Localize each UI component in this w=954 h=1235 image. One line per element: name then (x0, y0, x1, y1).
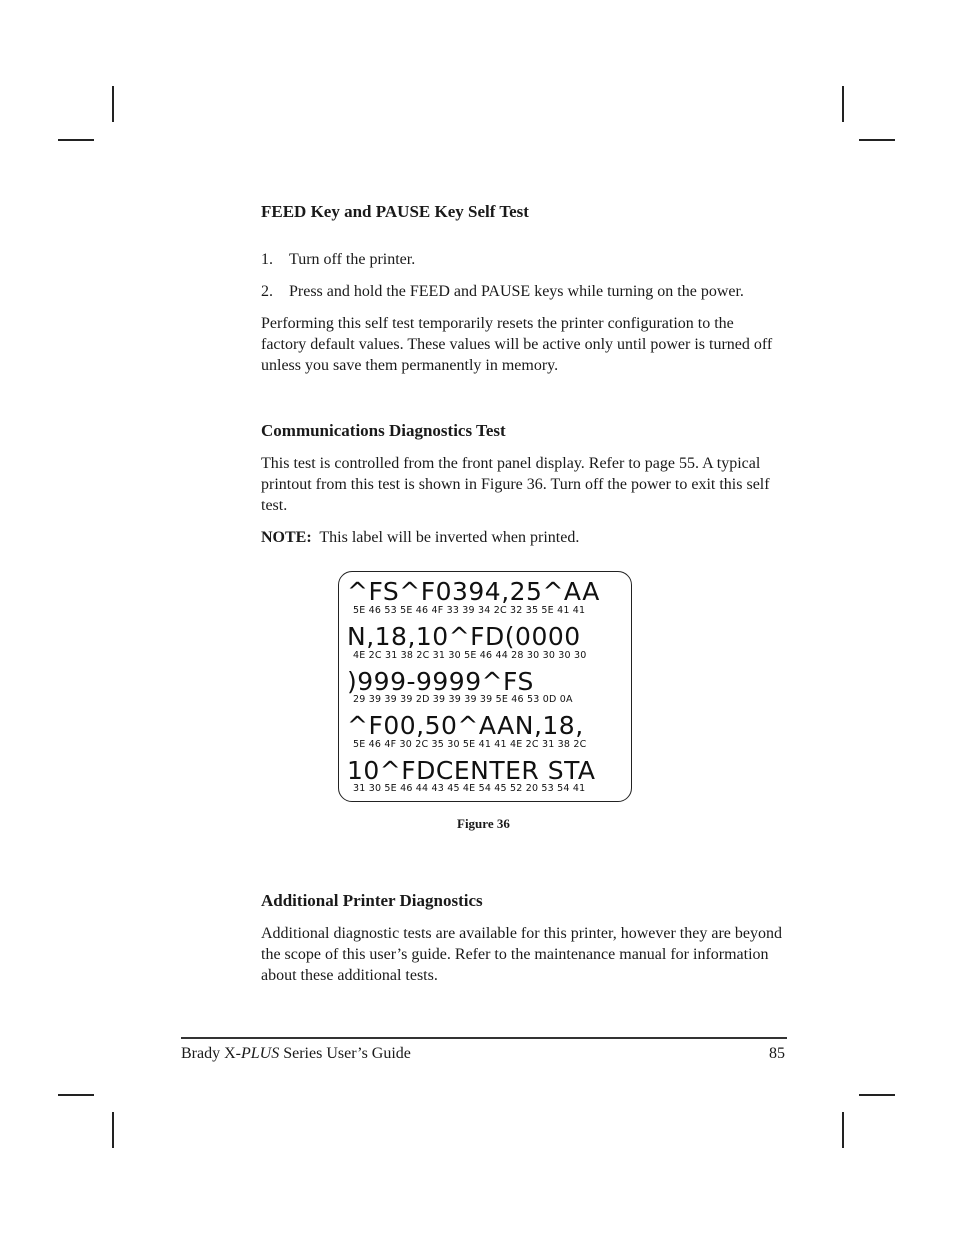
page-number: 85 (769, 1045, 785, 1062)
note-label: NOTE: (261, 529, 312, 546)
crop-mark (112, 86, 114, 122)
label-text-row: ^F00,50^AAN,18, (347, 711, 584, 740)
section-heading-communications: Communications Diagnostics Test (261, 421, 506, 440)
crop-mark (58, 139, 94, 141)
figure-caption: Figure 36 (457, 816, 510, 831)
note (261, 527, 791, 548)
footer-brand: Brady X- (181, 1045, 241, 1062)
label-hex-row: 5E 46 53 5E 46 4F 33 39 34 2C 32 35 5E 41 41 (353, 605, 586, 616)
diagnostic-label-printout (338, 571, 632, 802)
list-number: 2. (261, 283, 273, 300)
footer-rule (181, 1037, 787, 1039)
list-number: 1. (261, 251, 273, 268)
label-text-row: N,18,10^FD(0000 (347, 622, 581, 651)
list-text: Turn off the printer. (289, 251, 416, 268)
crop-mark (58, 1094, 94, 1096)
paragraph-additional: Additional diagnostic tests are available for this printer, however they are beyond the scope of this user’s guide. Refer to the maintenance manual for information about these additional tests. (261, 925, 782, 984)
label-text-row: 10^FDCENTER STA (347, 756, 596, 785)
list-item (261, 249, 415, 270)
label-hex-row: 5E 46 4F 30 2C 35 30 5E 41 41 4E 2C 31 38 2C (353, 739, 587, 750)
label-text-row: )999-9999^FS (347, 667, 534, 696)
footer-brand-italic: PLUS (240, 1045, 280, 1062)
list-item (261, 281, 744, 302)
crop-mark (842, 86, 844, 122)
label-text-row: ^FS^F0394,25^AA (347, 577, 600, 606)
label-hex-row: 31 30 5E 46 44 43 45 4E 54 45 52 20 53 54 41 (353, 783, 586, 794)
crop-mark (859, 139, 895, 141)
label-hex-row: 4E 2C 31 38 2C 31 30 5E 46 44 28 30 30 30 30 (353, 650, 587, 661)
paragraph-self-test: Performing this self test temporarily resets the printer configuration to the factory default values. These values will be active only until power is turned off unless you save them permanently in memory. (261, 315, 773, 374)
section-heading-feed-pause: FEED Key and PAUSE Key Self Test (261, 202, 529, 221)
section-heading-additional: Additional Printer Diagnostics (261, 891, 483, 910)
note-text: This label will be inverted when printed. (319, 529, 580, 546)
paragraph-communications: This test is controlled from the front panel display. Refer to page 55. A typical printout from this test is shown in Figure 36. Turn off the power to exit this self test. (261, 455, 770, 514)
crop-mark (842, 1112, 844, 1148)
crop-mark (112, 1112, 114, 1148)
crop-mark (859, 1094, 895, 1096)
footer-title-rest: Series User’s Guide (279, 1045, 411, 1062)
list-text: Press and hold the FEED and PAUSE keys while turning on the power. (289, 283, 744, 300)
footer-title (181, 1045, 411, 1063)
label-hex-row: 29 39 39 39 2D 39 39 39 39 5E 46 53 0D 0A (353, 694, 573, 705)
